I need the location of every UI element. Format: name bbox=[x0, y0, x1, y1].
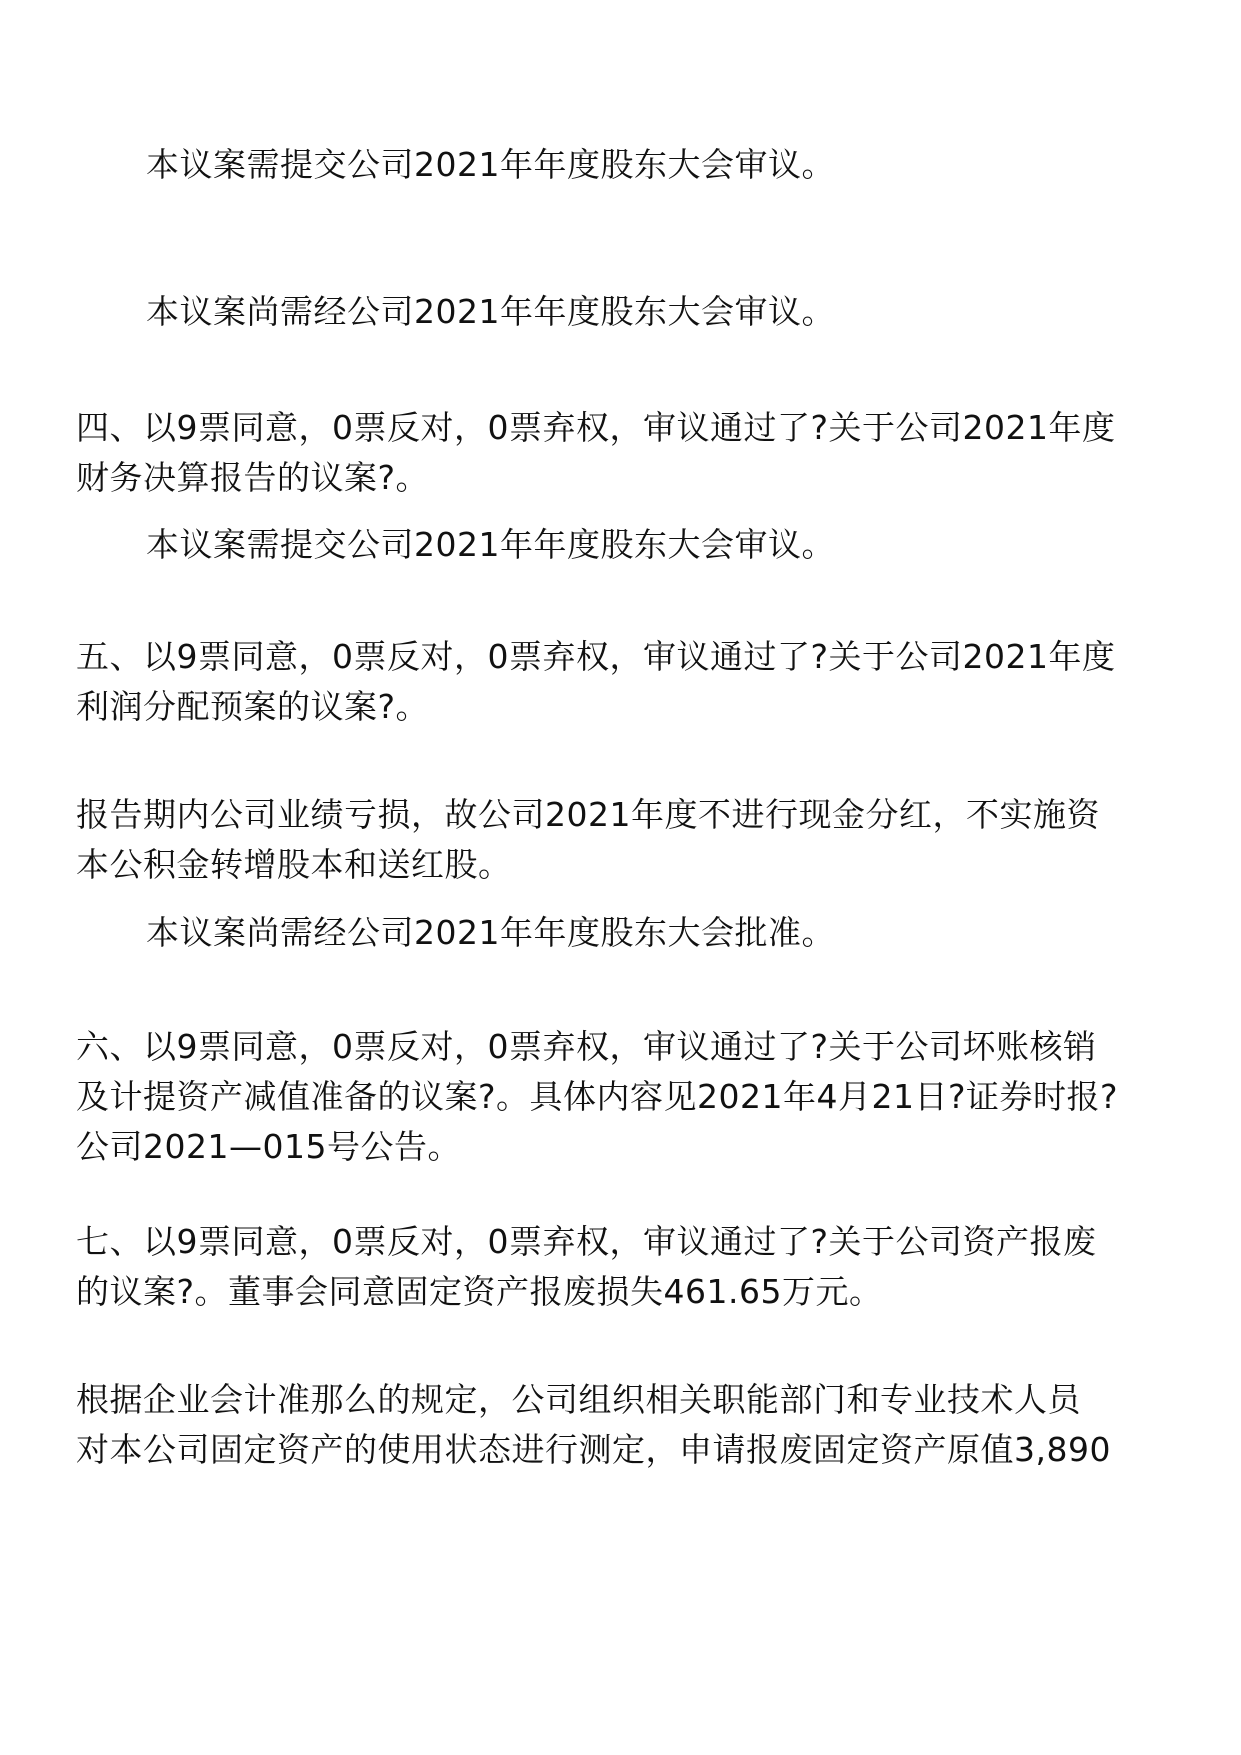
paragraph-1 bbox=[146, 140, 1226, 190]
paragraph-9 bbox=[76, 1217, 1156, 1317]
paragraph-4 bbox=[146, 520, 1226, 570]
paragraph-2 bbox=[146, 287, 1226, 337]
text-line: 公司2021—015号公告。 bbox=[76, 1127, 461, 1166]
paragraph-5 bbox=[76, 632, 1156, 732]
paragraph-6 bbox=[76, 790, 1156, 890]
paragraph-3 bbox=[76, 403, 1156, 503]
text-line: 财务决算报告的议案?。 bbox=[76, 458, 430, 497]
text-line: 利润分配预案的议案?。 bbox=[76, 687, 430, 726]
text-line: 报告期内公司业绩亏损，故公司2021年度不进行现金分红，不实施资 bbox=[76, 795, 1100, 834]
text-line: 六、以9票同意，0票反对，0票弃权，审议通过了?关于公司坏账核销 bbox=[76, 1027, 1097, 1066]
text-line: 本议案尚需经公司2021年年度股东大会批准。 bbox=[146, 913, 835, 952]
paragraph-10 bbox=[76, 1375, 1156, 1475]
text-line: 及计提资产减值准备的议案?。具体内容见2021年4月21日?证券时报? bbox=[76, 1077, 1119, 1116]
text-line: 根据企业会计准那么的规定，公司组织相关职能部门和专业技术人员 bbox=[76, 1380, 1081, 1419]
paragraph-7 bbox=[146, 908, 1226, 958]
text-line: 本议案需提交公司2021年年度股东大会审议。 bbox=[146, 145, 835, 184]
text-line: 五、以9票同意，0票反对，0票弃权，审议通过了?关于公司2021年度 bbox=[76, 637, 1116, 676]
text-line: 四、以9票同意，0票反对，0票弃权，审议通过了?关于公司2021年度 bbox=[76, 408, 1116, 447]
text-line: 七、以9票同意，0票反对，0票弃权，审议通过了?关于公司资产报废 bbox=[76, 1222, 1097, 1261]
text-line: 本议案尚需经公司2021年年度股东大会审议。 bbox=[146, 292, 835, 331]
text-line: 对本公司固定资产的使用状态进行测定，申请报废固定资产原值3,890 bbox=[76, 1430, 1111, 1469]
paragraph-8 bbox=[76, 1022, 1156, 1172]
text-line: 的议案?。董事会同意固定资产报废损失461.65万元。 bbox=[76, 1272, 883, 1311]
text-line: 本公积金转增股本和送红股。 bbox=[76, 845, 512, 884]
text-line: 本议案需提交公司2021年年度股东大会审议。 bbox=[146, 525, 835, 564]
